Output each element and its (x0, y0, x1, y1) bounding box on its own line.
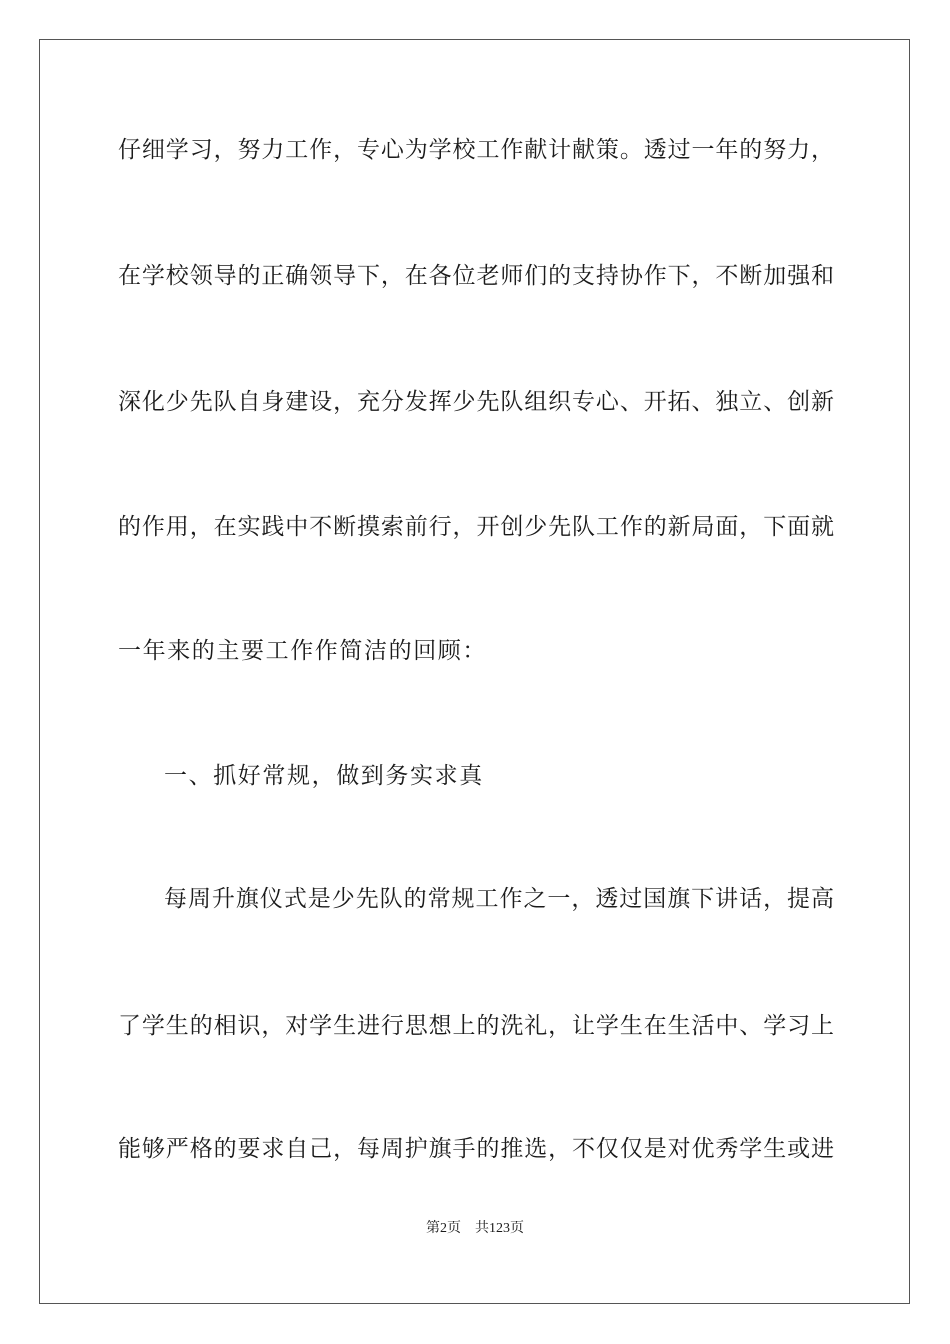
section-heading: 一、抓好常规，做到务实求真 (164, 763, 484, 789)
body-text-line-5: 一年来的主要工作作简洁的回顾： (118, 638, 487, 664)
page-number: 第2页 (426, 1221, 461, 1236)
body-text-line-8: 了学生的相识，对学生进行思想上的洗礼，让学生在生活中、学习上 (118, 1013, 834, 1039)
body-text-line-3: 深化少先队自身建设，充分发挥少先队组织专心、开拓、独立、创新 (118, 389, 834, 415)
total-pages: 共123页 (475, 1221, 524, 1236)
body-text-line-1: 仔细学习，努力工作，专心为学校工作献计献策。透过一年的努力， (118, 137, 834, 163)
page-border (39, 39, 910, 1304)
body-text-line-7: 每周升旗仪式是少先队的常规工作之一，透过国旗下讲话，提高 (164, 886, 834, 912)
body-text-line-9: 能够严格的要求自己，每周护旗手的推选，不仅仅是对优秀学生或进 (118, 1136, 834, 1162)
body-text-line-2: 在学校领导的正确领导下，在各位老师们的支持协作下，不断加强和 (118, 263, 834, 289)
page-footer (0, 1219, 950, 1239)
body-text-line-4: 的作用，在实践中不断摸索前行，开创少先队工作的新局面，下面就 (118, 514, 834, 540)
